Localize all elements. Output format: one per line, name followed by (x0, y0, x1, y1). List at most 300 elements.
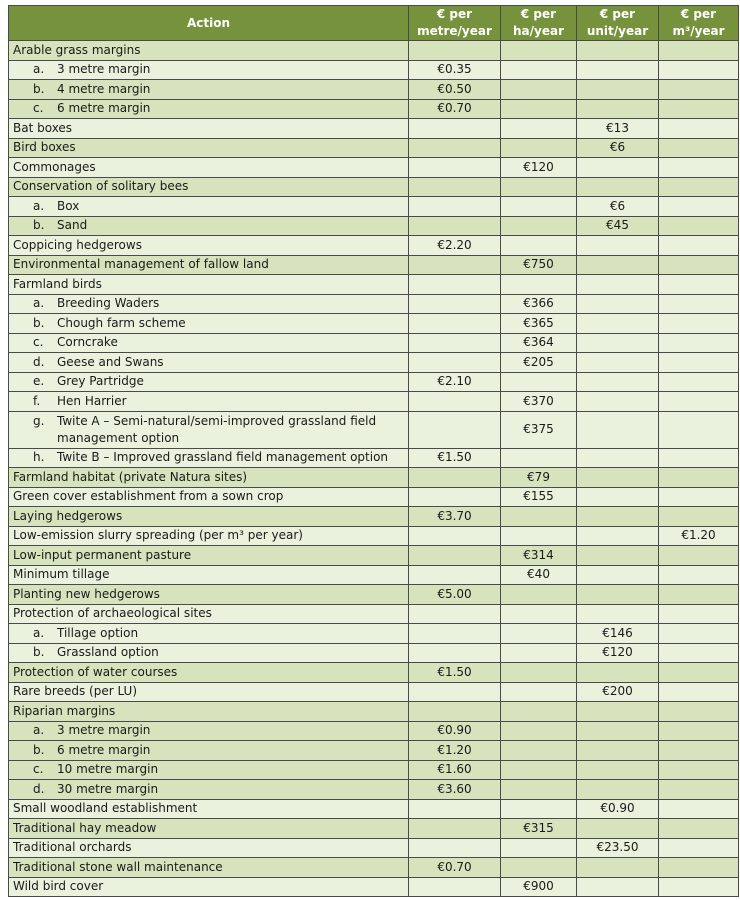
rate-unit-cell: €13 (577, 119, 659, 139)
rate-ha-cell: €366 (501, 294, 577, 314)
table-row (9, 80, 739, 100)
action-cell (9, 392, 409, 412)
table-header-row (9, 6, 739, 41)
rate-unit-cell (577, 858, 659, 878)
table-row (9, 760, 739, 780)
table-row (9, 741, 739, 761)
table-row (9, 799, 739, 819)
rate-unit-cell (577, 487, 659, 507)
action-cell (9, 799, 409, 819)
rate-m3-cell (659, 411, 739, 448)
item-letter: c. (33, 101, 44, 116)
item-letter: b. (33, 218, 45, 233)
item-letter: a. (33, 296, 45, 311)
header-per-m3: € per m³/year (659, 6, 739, 41)
table-row (9, 507, 739, 527)
table-row (9, 138, 739, 158)
action-cell (9, 236, 409, 256)
rate-m3-cell (659, 60, 739, 80)
rate-ha-cell (501, 236, 577, 256)
rate-metre-cell: €3.60 (409, 780, 501, 800)
action-label: Small woodland establishment (13, 801, 198, 816)
table-row (9, 99, 739, 119)
table-row (9, 624, 739, 644)
rate-unit-cell (577, 721, 659, 741)
rate-unit-cell (577, 60, 659, 80)
rate-m3-cell (659, 858, 739, 878)
action-cell (9, 682, 409, 702)
rate-m3-cell (659, 741, 739, 761)
action-label: Grassland option (57, 645, 159, 660)
rate-metre-cell (409, 682, 501, 702)
rate-unit-cell (577, 760, 659, 780)
table-row (9, 702, 739, 722)
rate-metre-cell (409, 624, 501, 644)
rate-metre-cell (409, 526, 501, 546)
header-per-metre: € per metre/year (409, 6, 501, 41)
table-row (9, 216, 739, 236)
rate-ha-cell (501, 721, 577, 741)
rate-metre-cell (409, 819, 501, 839)
action-cell (9, 487, 409, 507)
action-label: Sand (57, 218, 88, 233)
table-row (9, 604, 739, 624)
rate-m3-cell (659, 119, 739, 139)
rate-m3-cell (659, 487, 739, 507)
rate-metre-cell (409, 216, 501, 236)
payment-rates-table (8, 5, 739, 897)
table-row (9, 119, 739, 139)
rate-ha-cell: €750 (501, 255, 577, 275)
table-row (9, 255, 739, 275)
table-row (9, 197, 739, 217)
rate-ha-cell: €155 (501, 487, 577, 507)
rate-ha-cell (501, 197, 577, 217)
table-row (9, 858, 739, 878)
action-label: Conservation of solitary bees (13, 179, 189, 194)
action-cell (9, 255, 409, 275)
rate-metre-cell (409, 468, 501, 488)
action-cell (9, 333, 409, 353)
action-cell (9, 314, 409, 334)
rate-unit-cell (577, 585, 659, 605)
rate-metre-cell (409, 138, 501, 158)
action-label: Corncrake (57, 335, 118, 350)
rate-ha-cell (501, 507, 577, 527)
rate-metre-cell: €2.20 (409, 236, 501, 256)
action-label: Bird boxes (13, 140, 76, 155)
rate-m3-cell (659, 624, 739, 644)
rate-m3-cell (659, 721, 739, 741)
action-cell (9, 663, 409, 683)
rate-unit-cell: €0.90 (577, 799, 659, 819)
action-cell (9, 877, 409, 897)
header-action: Action (9, 6, 409, 41)
rate-m3-cell (659, 314, 739, 334)
action-cell (9, 585, 409, 605)
rate-metre-cell (409, 643, 501, 663)
action-cell (9, 138, 409, 158)
rate-metre-cell: €1.60 (409, 760, 501, 780)
rate-m3-cell (659, 197, 739, 217)
action-label: Geese and Swans (57, 354, 164, 369)
table-row (9, 294, 739, 314)
rate-m3-cell (659, 838, 739, 858)
rate-unit-cell (577, 604, 659, 624)
table-row (9, 314, 739, 334)
rate-unit-cell (577, 448, 659, 468)
action-label: Twite A – Semi-natural/semi-improved grassland field management option (57, 413, 377, 445)
rate-unit-cell (577, 177, 659, 197)
rate-metre-cell (409, 41, 501, 61)
rate-m3-cell (659, 80, 739, 100)
action-label: Tillage option (57, 625, 139, 640)
rate-unit-cell (577, 702, 659, 722)
rate-ha-cell (501, 682, 577, 702)
table-row (9, 158, 739, 178)
rate-unit-cell (577, 158, 659, 178)
action-cell (9, 197, 409, 217)
rate-unit-cell (577, 275, 659, 295)
rate-unit-cell (577, 41, 659, 61)
rate-ha-cell: €375 (501, 411, 577, 448)
rate-m3-cell (659, 372, 739, 392)
rate-m3-cell (659, 255, 739, 275)
rate-ha-cell: €900 (501, 877, 577, 897)
item-letter: b. (33, 645, 45, 660)
item-letter: b. (33, 81, 45, 96)
rate-m3-cell (659, 177, 739, 197)
action-label: Coppicing hedgerows (13, 237, 142, 252)
action-cell (9, 60, 409, 80)
table-row (9, 372, 739, 392)
action-label: 6 metre margin (57, 101, 151, 116)
rate-ha-cell (501, 216, 577, 236)
rate-metre-cell (409, 546, 501, 566)
rate-ha-cell (501, 526, 577, 546)
rate-ha-cell (501, 643, 577, 663)
action-label: 30 metre margin (57, 781, 159, 796)
item-letter: d. (33, 781, 45, 796)
rate-metre-cell (409, 487, 501, 507)
rate-unit-cell: €200 (577, 682, 659, 702)
item-letter: g. (33, 413, 45, 428)
action-cell (9, 119, 409, 139)
action-cell (9, 275, 409, 295)
rate-m3-cell (659, 507, 739, 527)
rate-unit-cell (577, 819, 659, 839)
action-label: Farmland habitat (private Natura sites) (13, 469, 248, 484)
rate-ha-cell: €364 (501, 333, 577, 353)
rate-unit-cell (577, 526, 659, 546)
action-cell (9, 80, 409, 100)
rate-ha-cell (501, 702, 577, 722)
rate-unit-cell: €6 (577, 197, 659, 217)
rate-ha-cell: €365 (501, 314, 577, 334)
rate-unit-cell: €120 (577, 643, 659, 663)
item-letter: a. (33, 625, 45, 640)
table-row (9, 663, 739, 683)
rate-m3-cell (659, 216, 739, 236)
rate-metre-cell: €2.10 (409, 372, 501, 392)
action-label: Protection of water courses (13, 664, 178, 679)
rate-metre-cell (409, 799, 501, 819)
item-letter: d. (33, 354, 45, 369)
header-per-unit: € per unit/year (577, 6, 659, 41)
table-row (9, 819, 739, 839)
table-row (9, 177, 739, 197)
action-label: Traditional orchards (13, 840, 132, 855)
table-row (9, 448, 739, 468)
rate-unit-cell (577, 333, 659, 353)
rate-m3-cell (659, 799, 739, 819)
action-label: 6 metre margin (57, 742, 151, 757)
rate-m3-cell (659, 158, 739, 178)
rate-unit-cell (577, 507, 659, 527)
rate-unit-cell: €6 (577, 138, 659, 158)
rate-ha-cell: €205 (501, 353, 577, 373)
action-cell (9, 819, 409, 839)
rate-metre-cell (409, 314, 501, 334)
rate-unit-cell (577, 294, 659, 314)
action-cell (9, 41, 409, 61)
rate-m3-cell (659, 682, 739, 702)
action-label: Arable grass margins (13, 42, 141, 57)
rate-metre-cell: €1.50 (409, 663, 501, 683)
rate-metre-cell (409, 353, 501, 373)
action-cell (9, 353, 409, 373)
item-letter: b. (33, 315, 45, 330)
action-label: Commonages (13, 159, 96, 174)
rate-ha-cell (501, 99, 577, 119)
rate-metre-cell (409, 838, 501, 858)
rate-metre-cell (409, 275, 501, 295)
rate-ha-cell (501, 663, 577, 683)
rate-metre-cell (409, 702, 501, 722)
rate-unit-cell (577, 353, 659, 373)
rate-ha-cell (501, 372, 577, 392)
rate-unit-cell (577, 255, 659, 275)
rate-m3-cell (659, 819, 739, 839)
action-cell (9, 177, 409, 197)
action-cell (9, 372, 409, 392)
rate-unit-cell (577, 663, 659, 683)
action-label: Planting new hedgerows (13, 586, 160, 601)
action-cell (9, 294, 409, 314)
item-letter: e. (33, 374, 45, 389)
rate-ha-cell (501, 448, 577, 468)
table-row (9, 585, 739, 605)
rate-ha-cell (501, 41, 577, 61)
action-label: Riparian margins (13, 703, 116, 718)
rate-metre-cell (409, 197, 501, 217)
action-label: Wild bird cover (13, 879, 104, 894)
rate-m3-cell (659, 780, 739, 800)
table-row (9, 392, 739, 412)
rate-metre-cell (409, 119, 501, 139)
table-row (9, 333, 739, 353)
rate-unit-cell (577, 80, 659, 100)
rate-metre-cell: €3.70 (409, 507, 501, 527)
rate-metre-cell (409, 255, 501, 275)
rate-metre-cell (409, 158, 501, 178)
action-label: Environmental management of fallow land (13, 257, 269, 272)
action-cell (9, 448, 409, 468)
action-cell (9, 702, 409, 722)
item-letter: a. (33, 198, 45, 213)
table-row (9, 60, 739, 80)
rate-m3-cell (659, 585, 739, 605)
action-cell (9, 507, 409, 527)
item-letter: f. (33, 393, 41, 408)
action-label: 10 metre margin (57, 762, 159, 777)
table-row (9, 780, 739, 800)
table-row (9, 721, 739, 741)
rate-metre-cell: €0.90 (409, 721, 501, 741)
rate-unit-cell (577, 468, 659, 488)
header-per-ha: € per ha/year (501, 6, 577, 41)
item-letter: c. (33, 762, 44, 777)
table-row (9, 353, 739, 373)
rate-metre-cell (409, 565, 501, 585)
action-cell (9, 780, 409, 800)
table-row (9, 682, 739, 702)
table-row (9, 643, 739, 663)
rate-metre-cell: €0.35 (409, 60, 501, 80)
rate-metre-cell: €1.20 (409, 741, 501, 761)
action-cell (9, 216, 409, 236)
rate-m3-cell (659, 392, 739, 412)
rate-ha-cell: €315 (501, 819, 577, 839)
rate-metre-cell (409, 294, 501, 314)
table-row (9, 877, 739, 897)
action-label: Box (57, 198, 80, 213)
action-cell (9, 158, 409, 178)
rate-m3-cell (659, 565, 739, 585)
action-label: Grey Partridge (57, 374, 144, 389)
rate-ha-cell (501, 60, 577, 80)
rate-m3-cell (659, 877, 739, 897)
rate-metre-cell (409, 877, 501, 897)
table-row (9, 487, 739, 507)
rate-metre-cell: €0.50 (409, 80, 501, 100)
action-label: Low-input permanent pasture (13, 547, 192, 562)
action-cell (9, 526, 409, 546)
rate-metre-cell: €0.70 (409, 858, 501, 878)
rate-unit-cell (577, 877, 659, 897)
rate-ha-cell (501, 119, 577, 139)
rate-m3-cell (659, 643, 739, 663)
rate-ha-cell (501, 799, 577, 819)
action-label: Low-emission slurry spreading (per m³ per year) (13, 528, 303, 543)
rate-m3-cell (659, 236, 739, 256)
rate-ha-cell (501, 275, 577, 295)
rate-ha-cell (501, 177, 577, 197)
action-label: Bat boxes (13, 120, 73, 135)
rate-ha-cell (501, 80, 577, 100)
action-label: Hen Harrier (57, 393, 127, 408)
action-label: 3 metre margin (57, 62, 151, 77)
action-cell (9, 741, 409, 761)
rate-ha-cell: €79 (501, 468, 577, 488)
rate-metre-cell (409, 604, 501, 624)
rate-unit-cell: €45 (577, 216, 659, 236)
rate-unit-cell (577, 565, 659, 585)
rate-ha-cell: €120 (501, 158, 577, 178)
action-cell (9, 721, 409, 741)
rate-m3-cell (659, 760, 739, 780)
action-cell (9, 858, 409, 878)
action-label: Protection of archaeological sites (13, 606, 212, 621)
action-label: 3 metre margin (57, 723, 151, 738)
action-label: Traditional hay meadow (13, 820, 157, 835)
rate-unit-cell (577, 236, 659, 256)
table-row (9, 275, 739, 295)
action-cell (9, 546, 409, 566)
action-cell (9, 565, 409, 585)
rate-m3-cell (659, 353, 739, 373)
action-label: Green cover establishment from a sown crop (13, 489, 284, 504)
rate-m3-cell (659, 663, 739, 683)
rate-m3-cell (659, 294, 739, 314)
rate-unit-cell (577, 99, 659, 119)
rate-unit-cell (577, 314, 659, 334)
rate-metre-cell: €1.50 (409, 448, 501, 468)
table-row (9, 565, 739, 585)
item-letter: h. (33, 450, 45, 465)
action-label: Minimum tillage (13, 567, 110, 582)
rate-m3-cell (659, 41, 739, 61)
action-label: Laying hedgerows (13, 508, 123, 523)
rate-metre-cell (409, 392, 501, 412)
rate-ha-cell (501, 780, 577, 800)
rate-ha-cell: €370 (501, 392, 577, 412)
rate-metre-cell: €5.00 (409, 585, 501, 605)
action-label: Traditional stone wall maintenance (13, 859, 223, 874)
action-cell (9, 99, 409, 119)
rate-ha-cell (501, 838, 577, 858)
rate-m3-cell (659, 275, 739, 295)
rate-m3-cell (659, 138, 739, 158)
action-label: Farmland birds (13, 276, 102, 291)
item-letter: c. (33, 335, 44, 350)
rate-ha-cell (501, 741, 577, 761)
action-label: 4 metre margin (57, 81, 151, 96)
rate-m3-cell (659, 99, 739, 119)
table-row (9, 411, 739, 448)
table-row (9, 236, 739, 256)
action-cell (9, 604, 409, 624)
rate-unit-cell (577, 741, 659, 761)
item-letter: b. (33, 742, 45, 757)
rate-m3-cell (659, 604, 739, 624)
rate-m3-cell (659, 546, 739, 566)
rate-metre-cell: €0.70 (409, 99, 501, 119)
rate-metre-cell (409, 177, 501, 197)
action-cell (9, 624, 409, 644)
rate-metre-cell (409, 333, 501, 353)
table-row (9, 41, 739, 61)
rate-ha-cell: €40 (501, 565, 577, 585)
action-cell (9, 468, 409, 488)
rate-m3-cell (659, 468, 739, 488)
action-cell (9, 760, 409, 780)
action-label: Rare breeds (per LU) (13, 684, 138, 699)
rate-unit-cell (577, 780, 659, 800)
action-cell (9, 411, 409, 448)
rate-unit-cell: €23.50 (577, 838, 659, 858)
table-row (9, 838, 739, 858)
